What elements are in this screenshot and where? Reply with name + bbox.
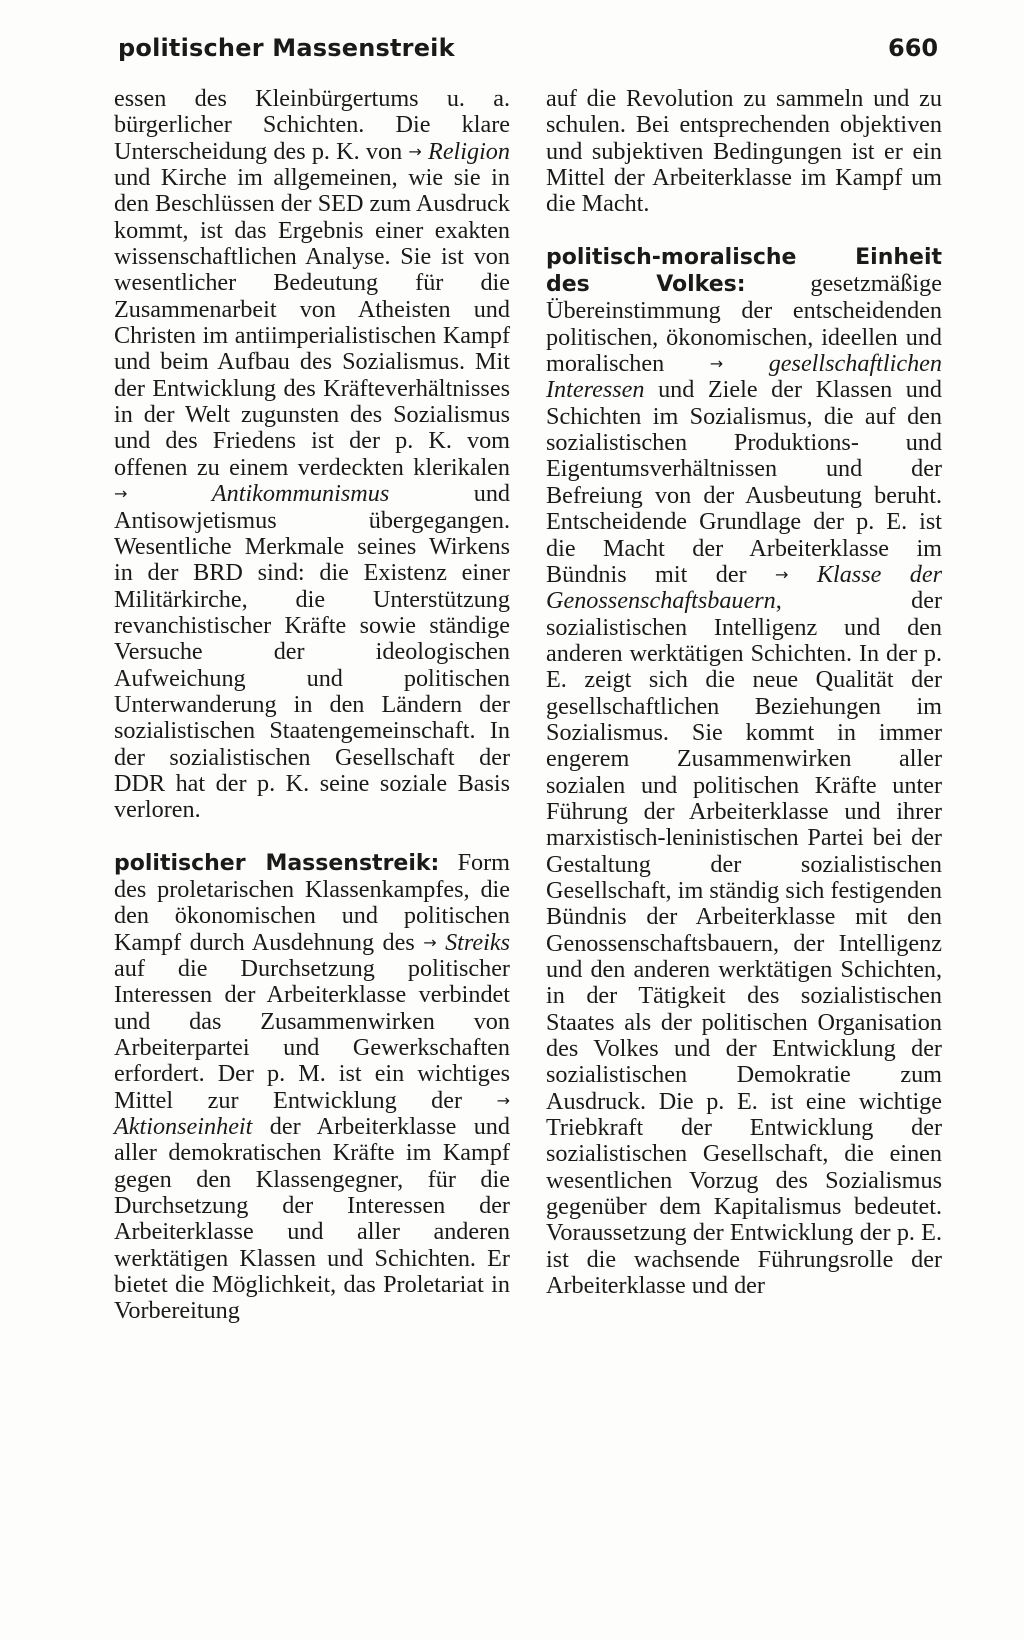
- cross-reference-arrow-icon: →: [423, 932, 437, 952]
- entry-politisch-moralische-einheit: [546, 244, 942, 1300]
- cross-reference-gesellschaftliche-interessen[interactable]: gesellschaftlichen Interessen: [546, 350, 942, 404]
- entry-term: politischer Massenstreik:: [114, 850, 440, 876]
- cross-reference-arrow-icon: →: [496, 1090, 510, 1110]
- cross-reference-religion[interactable]: Religion: [428, 137, 510, 165]
- body-text: , der sozialistischen Intelligenz und den anderen werktätigen Schichten. In der p. E. zeigt sich die neue Qualität der gesellschaftlichen Beziehungen im Sozialismus. Sie kommt in immer engerem Zusammenwirken aller sozialen und politischen Kräfte unter Führung der Arbeiterklasse und ihrer marxistisch-leninistischen Partei bei der Gestaltung der sozialistischen Gesellschaft, im ständig sich festigenden Bündnis der Arbeiterklasse mit den Genossenschaftsbauern, der Intelligenz und den anderen werktätigen Schichten, in der Tätigkeit des sozialistischen Staates als der politischen Organisation des Volkes und der Entwicklung der sozialistischen Demokratie zum Ausdruck. Die p. E. ist eine wichtige Triebkraft der Entwicklung der sozialistischen Gesellschaft, die einen wesentlichen Vorzug des Sozialismus gegenüber dem Kapitalismus bedeutet. Voraussetzung der Entwicklung der p. E. ist die wachsende Führungsrolle der Arbeiterklasse und der: [546, 587, 942, 1300]
- running-head: politischer Massenstreik: [118, 34, 455, 62]
- body-text: essen des Kleinbürgertums u. a. bürgerlicher Schichten. Die klare Unterscheidung des p. K. von: [114, 85, 510, 165]
- body-text: und Kirche im allgemeinen, wie sie in den Beschlüssen der SED zum Ausdruck kommt, ist das Ergebnis einer exakten wissenschaftlichen Analyse. Sie ist von wesentlicher Bedeutung für die Zusammenarbeit von Atheisten und Christen im antiimperialistischen Kampf und beim Aufbau des Sozialismus. Mit der Entwicklung des Kräfteverhältnisses in der Welt zugunsten des Sozialismus und des Friedens ist der p. K. vom offenen zu einem verdeckten klerikalen: [114, 164, 510, 481]
- cross-reference-klasse-der-genossenschaftsbauern[interactable]: Klasse der Genossenschaftsbauern: [546, 560, 943, 615]
- entry-term: politisch-moralische Einheit des Volkes:: [546, 244, 942, 298]
- left-column: [114, 86, 510, 1325]
- entry-politischer-massenstreik: [114, 850, 510, 1325]
- cross-reference-antikommunismus[interactable]: Antikommunismus: [211, 480, 390, 508]
- cross-reference-arrow-icon: →: [114, 484, 128, 504]
- entry-continuation-massenstreik: auf die Revolution zu sammeln und zu schulen. Bei entsprechenden objektiven und subjektiven Bedingungen ist er ein Mittel der Arbeiterklasse im Kampf um die Macht.: [546, 85, 942, 218]
- cross-reference-arrow-icon: →: [408, 141, 422, 161]
- cross-reference-streiks[interactable]: Streiks: [445, 928, 510, 956]
- cross-reference-aktionseinheit[interactable]: Aktionseinheit: [114, 1113, 253, 1141]
- page-number: 660: [888, 34, 939, 62]
- body-text: gesetzmäßige Übereinstimmung der entscheidenden politischen, ökonomischen, ideellen und moralischen: [546, 270, 942, 378]
- right-column: [546, 86, 942, 1299]
- body-text: Form des proletarischen Klassenkampfes, die den ökonomischen und politischen Kampf durch Ausdehnung des: [114, 848, 510, 956]
- cross-reference-arrow-icon: →: [709, 354, 724, 374]
- body-text: auf die Durchsetzung politischer Interessen der Arbeiterklasse verbindet und das Zusammenwirken von Arbeiterpartei und Gewerkschaften erfordert. Der p. M. ist ein wichtiges Mittel zur Entwicklung der: [114, 955, 510, 1114]
- body-text: und Ziele der Klassen und Schichten im Sozialismus, die auf den sozialistischen Produktions- und Eigentumsverhältnissen und der Befreiung von der Ausbeutung beruht. Entscheidende Grundlage der p. E. ist die Macht der Arbeiterklasse im Bündnis mit der: [546, 376, 942, 588]
- entry-continuation-politischer-klerikalismus: [114, 86, 510, 824]
- body-text: der Arbeiterklasse und aller demokratischen Kräfte im Kampf gegen den Klassengegner, für die Durchsetzung der Interessen der Arbeiterklasse und aller anderen werktätigen Klassen und Schichten. Er bietet die Möglichkeit, das Proletariat in Vorbereitung: [114, 1113, 510, 1325]
- body-text: und Antisowjetismus übergegangen. Wesentliche Merkmale seines Wirkens in der BRD sind: die Existenz einer Militärkirche, die Unterstützung revanchistischer Kräfte sowie ständige Versuche der ideologischen Aufweichung und politischen Unterwanderung in den Ländern der sozialistischen Staatengemeinschaft. In der sozialistischen Gesellschaft der DDR hat der p. K. seine soziale Basis verloren.: [114, 480, 510, 824]
- cross-reference-arrow-icon: →: [775, 564, 789, 584]
